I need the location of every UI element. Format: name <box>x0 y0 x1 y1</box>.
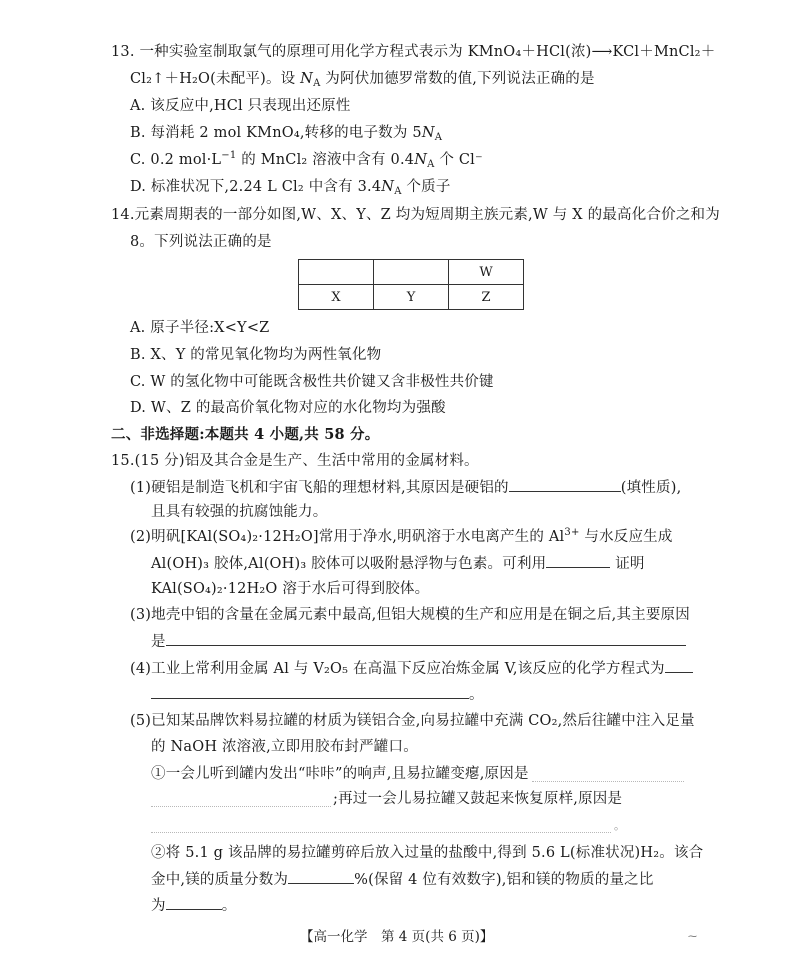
answer-dotted-line[interactable] <box>151 806 331 807</box>
answer-dotted-line[interactable] <box>532 781 684 782</box>
table-cell <box>374 260 449 285</box>
q15-part-1-line-2: 且具有较强的抗腐蚀能力。 <box>151 504 328 520</box>
answer-dotted-line[interactable] <box>151 832 611 833</box>
answer-blank[interactable] <box>288 869 354 884</box>
q15-part-2-line-3: KAl(SO₄)₂·12H₂O 溶于水后可得到胶体。 <box>151 581 430 597</box>
answer-blank[interactable] <box>509 477 621 492</box>
q15-part-4-line-1: (4)工业上常利用金属 Al 与 V₂O₅ 在高温下反应冶炼金属 V,该反应的化学方程式为 <box>130 658 693 679</box>
answer-blank[interactable] <box>166 631 686 646</box>
q13-option-c: C. 0.2 $mol\cdot L^{-1}$ 的 MnCl₂ 溶液中含有 $0.4N_A$ 个 Cl⁻ <box>130 150 483 170</box>
corner-mark: ⁓ <box>688 932 697 942</box>
q14-option-a: A. 原子半径:X<Y<Z <box>130 320 270 336</box>
table-cell: Z <box>449 285 524 310</box>
q15-part-1-line-1: (1)硬铝是制造飞机和宇宙飞船的理想材料,其原因是硬铝的 (填性质), <box>130 477 681 498</box>
q13-option-a: A. 该反应中,HCl 只表现出还原性 <box>130 98 351 114</box>
q13-option-d: D. 标准状况下,2.24 L Cl₂ 中含有 $3.4N_A$ 个质子 <box>130 179 451 197</box>
q15-part-2-line-2: Al(OH)₃ 胶体,Al(OH)₃ 胶体可以吸附悬浮物与色素。可利用 证明 <box>151 553 645 574</box>
table-cell: X <box>299 285 374 310</box>
q15-part-4-line-2: 。 <box>151 684 484 705</box>
page-footer: 【高一化学 第 4 页(共 6 页)】 <box>300 929 494 945</box>
table-cell: Y <box>374 285 449 310</box>
answer-blank[interactable] <box>546 553 610 568</box>
periodic-table-fragment <box>298 259 524 310</box>
answer-blank[interactable] <box>166 895 222 910</box>
q14-option-d: D. W、Z 的最高价氧化物对应的水化物均为强酸 <box>130 400 446 416</box>
q15-part-3-line-2: 是 <box>151 631 686 652</box>
q14-line-1: 14.元素周期表的一部分如图,W、X、Y、Z 均为短周期主族元素,W 与 X 的最高化合价之和为 <box>111 207 720 223</box>
q13-line-2: Cl₂↑＋H₂O(未配平)。设 $N_A$ 为阿伏加德罗常数的值,下列说法正确的是 <box>130 71 595 89</box>
q15-part-3-line-1: (3)地壳中铝的含量在金属元素中最高,但铝大规模的生产和应用是在铜之后,其主要原因 <box>130 607 690 623</box>
q15-part-5-sub-1-line-2: ;再过一会儿易拉罐又鼓起来恢复原样,原因是 <box>333 791 623 807</box>
q15-part-5-sub-2-line-3: 为 。 <box>151 895 236 916</box>
q15-part-5-sub-1-end: 。 <box>614 819 626 832</box>
q15-part-5-line-2: 的 NaOH 浓溶液,立即用胶布封严罐口。 <box>151 739 418 755</box>
q15-part-2-line-1: (2)明矾[KAl(SO₄)₂·12H₂O]常用于净水,明矾溶于水电离产生的 $Al^{3+}$ 与水反应生成 <box>130 527 673 545</box>
q15-part-5-sub-1-line-1: ①一会儿听到罐内发出“咔咔”的响声,且易拉罐变瘪,原因是 <box>151 766 529 782</box>
q13-option-b: B. 每消耗 2 mol KMnO₄,转移的电子数为 $5N_A$ <box>130 125 443 143</box>
q14-line-2: 8。下列说法正确的是 <box>130 234 272 250</box>
answer-blank[interactable] <box>151 684 469 699</box>
q15-part-5-line-1: (5)已知某品牌饮料易拉罐的材质为镁铝合金,向易拉罐中充满 CO₂,然后往罐中注入足量 <box>130 713 695 729</box>
table-cell <box>299 260 374 285</box>
table-row <box>299 260 524 285</box>
q15-part-5-sub-2-line-1: ②将 5.1 g 该品牌的易拉罐剪碎后放入过量的盐酸中,得到 5.6 L(标准状况)H₂。该合 <box>151 845 704 861</box>
q13-line-1: 13. 一种实验室制取氯气的原理可用化学方程式表示为 KMnO₄＋HCl(浓)⟶KCl＋MnCl₂＋ <box>111 44 716 60</box>
q15-heading: 15.(15 分)铝及其合金是生产、生活中常用的金属材料。 <box>111 453 479 469</box>
table-row <box>299 285 524 310</box>
q14-option-b: B. X、Y 的常见氧化物均为两性氧化物 <box>130 347 382 363</box>
table-cell: W <box>449 260 524 285</box>
q15-part-5-sub-2-line-2: 金中,镁的质量分数为 %(保留 4 位有效数字),铝和镁的物质的量之比 <box>151 869 654 890</box>
answer-blank[interactable] <box>665 658 693 673</box>
q14-option-c: C. W 的氢化物中可能既含极性共价键又含非极性共价键 <box>130 374 494 390</box>
section-title: 二、非选择题:本题共 4 小题,共 58 分。 <box>111 426 380 443</box>
